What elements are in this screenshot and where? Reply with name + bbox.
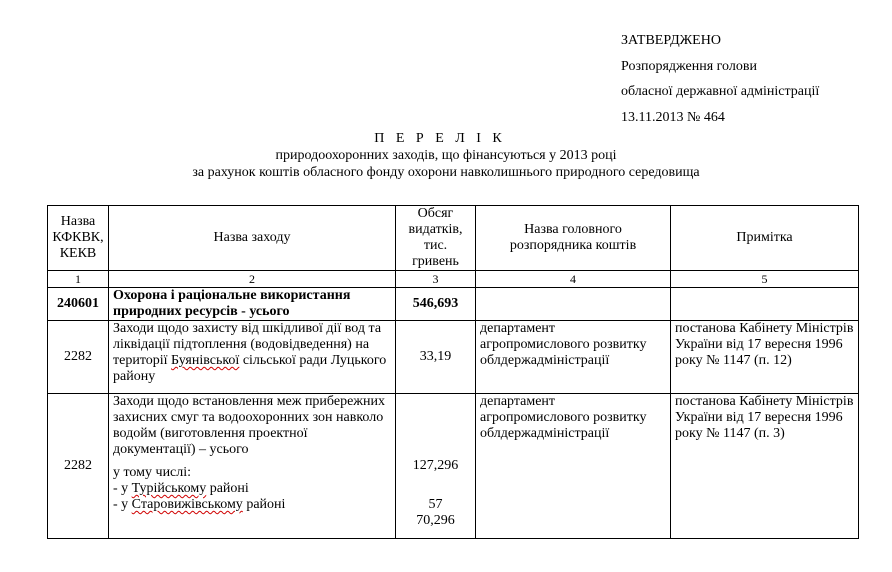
spellcheck-word: Буянівської [171, 353, 240, 368]
sub-item: - у Турійському районі [113, 481, 249, 496]
row-volume: 33,19 [396, 321, 476, 394]
row-volume: 546,693 [396, 288, 476, 321]
including-label: у тому числі: [113, 465, 192, 480]
row-code: 2282 [48, 394, 109, 539]
document-heading [0, 130, 892, 181]
column-number: 4 [476, 271, 671, 288]
volume-sub: 57 [428, 497, 443, 512]
row-code: 240601 [48, 288, 109, 321]
row-measure-name: Заходи щодо встановлення меж прибережних захисних смуг та водоохоронних зон навколо водойм (виготовлення проектної документації) – усього у тому числі: - у Турійському районі - у Старовижівському районі [109, 394, 396, 539]
row-manager: департамент агропромислового розвитку облдержадміністрації [476, 394, 671, 539]
approval-date-number: 13.11.2013 № 464 [621, 109, 725, 125]
approval-title: ЗАТВЕРДЖЕНО [621, 33, 721, 48]
column-number-row [48, 271, 859, 288]
row-measure-name: Охорона і раціональне використання природних ресурсів - усього [109, 288, 396, 321]
table-row-total [48, 288, 859, 321]
table-row [48, 321, 859, 394]
header-code: Назва КФКВК, КЕКВ [48, 206, 109, 271]
measures-table [47, 205, 859, 539]
row-note: постанова Кабінету Міністрів України від 17 вересня 1996 року № 1147 (п. 3) [671, 394, 859, 539]
approval-order-line: Розпорядження голови [621, 58, 757, 74]
header-measure-name: Назва заходу [109, 206, 396, 271]
row-manager: департамент агропромислового розвитку облдержадміністрації [476, 321, 671, 394]
column-number: 1 [48, 271, 109, 288]
approval-authority: обласної державної адміністрації [621, 84, 820, 99]
header-manager: Назва головного розпорядника коштів [476, 206, 671, 271]
row-measure-name: Заходи щодо захисту від шкідливої дії вод та ліквідації підтоплення (водовідведення) на території Буянівської сільської ради Луцького району [109, 321, 396, 394]
table-header-row [48, 206, 859, 271]
document-subtitle-line2: за рахунок коштів обласного фонду охорони навколишнього природного середовища [192, 165, 700, 180]
document-subtitle-line1: природоохоронних заходів, що фінансуються у 2013 році [275, 148, 617, 163]
volume-sub: 70,296 [416, 513, 455, 528]
column-number: 2 [109, 271, 396, 288]
row-manager [476, 288, 671, 321]
row-note [671, 288, 859, 321]
spellcheck-word: Старовижівському [131, 497, 243, 512]
approval-stamp [621, 28, 881, 130]
table-row [48, 394, 859, 539]
column-number: 3 [396, 271, 476, 288]
header-volume: Обсяг видатків, тис. гривень [396, 206, 476, 271]
header-note: Примітка [671, 206, 859, 271]
column-number: 5 [671, 271, 859, 288]
document-title: П Е Р Е Л І К [374, 131, 506, 146]
row-code: 2282 [48, 321, 109, 394]
spellcheck-word: Турійському [131, 481, 207, 496]
row-volume [396, 394, 476, 539]
volume-total: 127,296 [412, 458, 459, 473]
sub-item: - у Старовижівському районі [113, 497, 286, 512]
row-note: постанова Кабінету Міністрів України від 17 вересня 1996 року № 1147 (п. 12) [671, 321, 859, 394]
